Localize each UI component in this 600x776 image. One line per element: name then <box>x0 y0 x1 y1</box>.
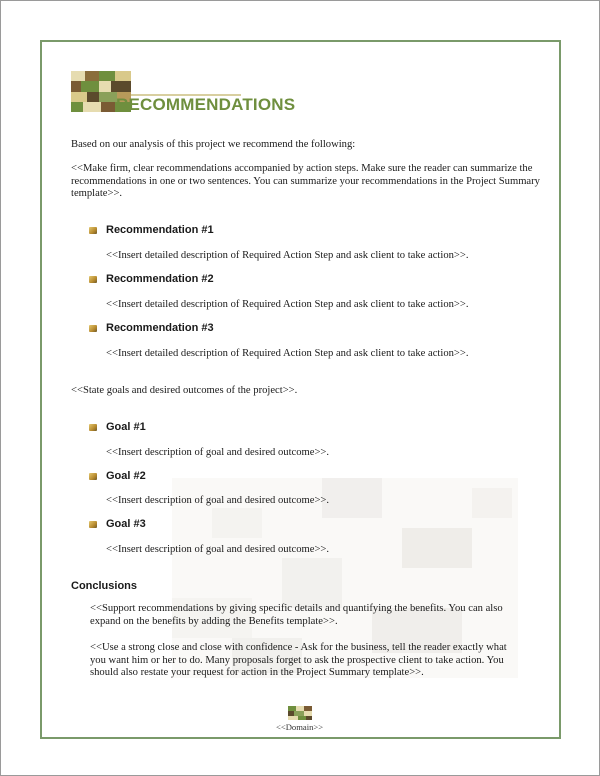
intro-text: Based on our analysis of this project we recommend the following: <box>71 139 356 150</box>
goal-3-desc: <<Insert description of goal and desired outcome>>. <box>106 544 330 555</box>
conclusion-paragraph-2: <<Use a strong close and close with confidence - Ask for the business, tell the reader exactly what you want him or her to do. Many proposals forget to ask the prospective client to take action. You should also restate your request for action in the Project Summary template>>. <box>90 642 507 679</box>
recommendation-3-desc: <<Insert detailed description of Required Action Step and ask client to take action>>. <box>106 348 469 359</box>
bullet-icon <box>89 424 97 431</box>
recommendation-2-title: Recommendation #2 <box>106 273 214 285</box>
recommendation-1-desc: <<Insert detailed description of Required Action Step and ask client to take action>>. <box>106 250 469 261</box>
goal-2-desc: <<Insert description of goal and desired outcome>>. <box>106 495 330 506</box>
bullet-icon <box>89 276 97 283</box>
conclusion-paragraph-1: <<Support recommendations by giving specific details and quantifying the benefits. You can also expand on the benefits by adding the Benefits template>>. <box>90 603 503 627</box>
goal-2-title: Goal #2 <box>106 470 146 482</box>
bullet-icon <box>89 521 97 528</box>
goal-3-title: Goal #3 <box>106 518 146 530</box>
bullet-icon <box>89 473 97 480</box>
footer-domain-text: <<Domain>> <box>276 722 324 732</box>
footer-camo-logo <box>288 706 312 720</box>
conclusions-heading: Conclusions <box>71 580 138 592</box>
recommendation-3-title: Recommendation #3 <box>106 322 214 334</box>
recommendation-2-desc: <<Insert detailed description of Required Action Step and ask client to take action>>. <box>106 299 469 310</box>
recommendation-guidance-text: <<Make firm, clear recommendations accompanied by action steps. Make sure the reader can summarize the recommendations in one or two sentences. You can summarize your recommendations in the Project Summary template>>. <box>71 163 540 200</box>
recommendation-1-title: Recommendation #1 <box>106 224 214 236</box>
bullet-icon <box>89 227 97 234</box>
bullet-icon <box>89 325 97 332</box>
page-title: RECOMMENDATIONS <box>116 95 296 114</box>
goals-intro-text: <<State goals and desired outcomes of the project>>. <box>71 385 298 396</box>
goal-1-title: Goal #1 <box>106 421 146 433</box>
goal-1-desc: <<Insert description of goal and desired outcome>>. <box>106 447 330 458</box>
